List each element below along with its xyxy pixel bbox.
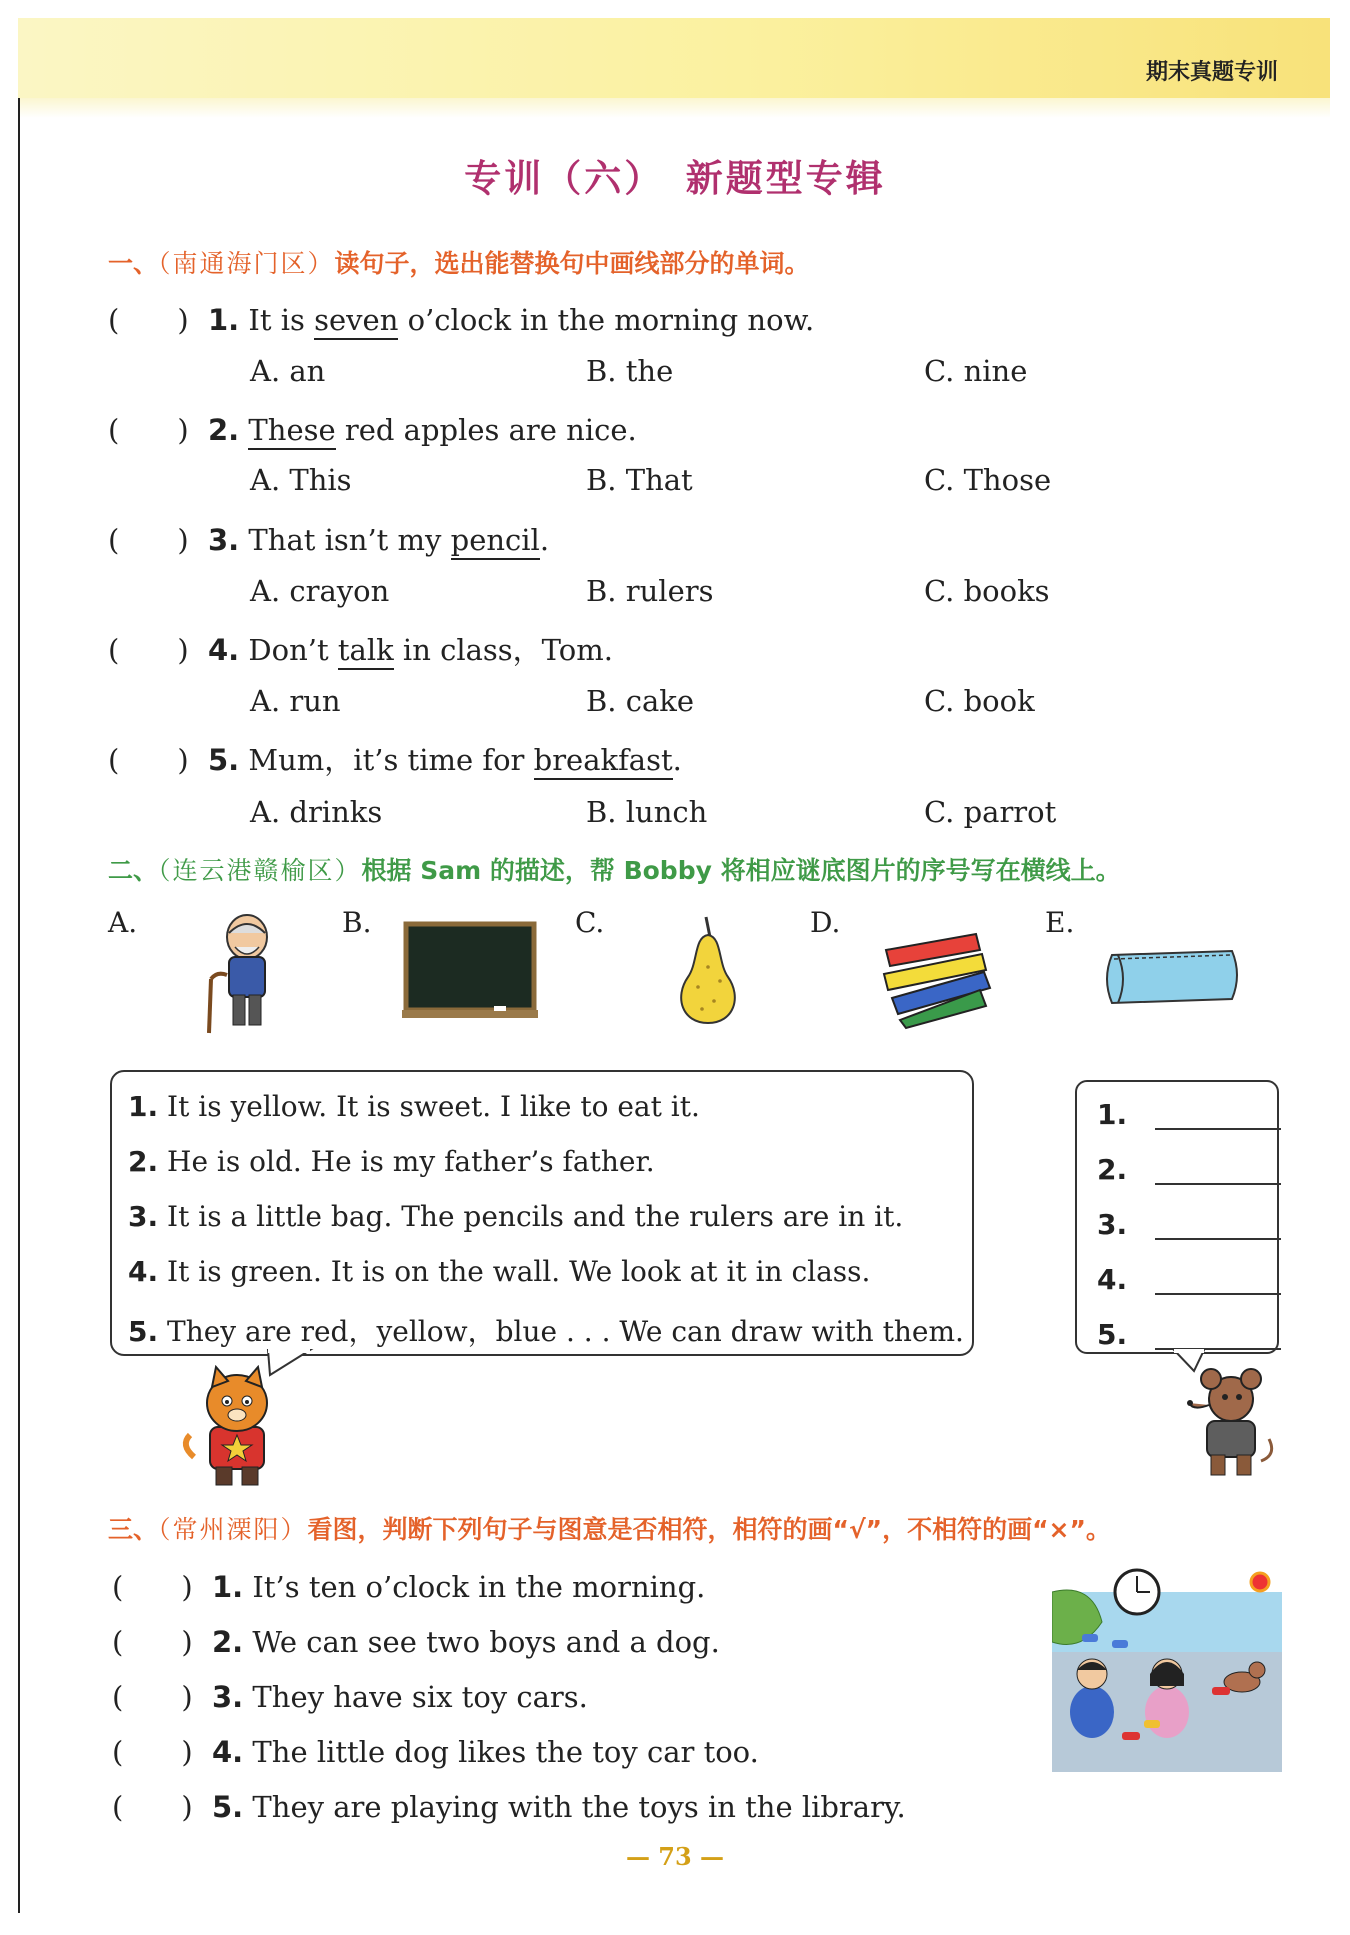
answer-line-2: [1097, 1153, 1127, 1186]
question-text: They are playing with the toys in the library.: [252, 1790, 906, 1824]
answer-paren[interactable]: ( ): [108, 413, 189, 447]
question-number: 1.: [208, 303, 240, 337]
clue-number: 4.: [128, 1255, 159, 1288]
option-c: C. nine: [924, 354, 1028, 388]
section3-instruction: 看图，判断下列句子与图意是否相符，相符的画“√”，不相符的画“×”。: [307, 1515, 1111, 1544]
grandpa-icon: [195, 905, 295, 1035]
option-a: A. This: [250, 463, 352, 497]
sam-cat-icon: [180, 1365, 290, 1490]
s3-question-3: [112, 1675, 588, 1716]
question-text: It is: [248, 303, 315, 337]
answer-paren[interactable]: ( ): [112, 1680, 193, 1714]
answer-paren[interactable]: ( ): [112, 1570, 193, 1604]
question-number: 4.: [208, 633, 240, 667]
clue-sentence-2: [128, 1145, 655, 1178]
clue-sentence-5: [128, 1310, 964, 1350]
s1-question-3: [108, 518, 549, 559]
answer-line-5: [1097, 1318, 1127, 1351]
header-band-fade: [18, 98, 1330, 118]
option-c: C. books: [924, 574, 1050, 608]
page-number: — 73 —: [625, 1842, 725, 1871]
s3-question-2: [112, 1620, 720, 1661]
picture-label-b: B.: [342, 906, 372, 939]
section3-source: （常州溧阳）: [158, 1515, 308, 1544]
answer-paren[interactable]: ( ): [108, 743, 189, 777]
picture-label-c: C.: [575, 906, 605, 939]
s1-question-2: [108, 408, 637, 449]
blackboard-icon: [402, 920, 538, 1022]
option-b: B. rulers: [586, 574, 714, 608]
section3-prefix: 三、: [108, 1515, 159, 1544]
left-margin-rule: [18, 98, 20, 1913]
clue-sentence-3: [128, 1200, 903, 1233]
picture-label-e: E.: [1045, 906, 1075, 939]
clue-text: It is a little bag. The pencils and the rulers are in it.: [167, 1200, 904, 1233]
answer-number: 5.: [1097, 1318, 1128, 1351]
answer-line-1: [1097, 1098, 1127, 1131]
answer-paren[interactable]: ( ): [112, 1735, 193, 1769]
answer-blank[interactable]: [1155, 1128, 1281, 1130]
section2-source: （连云港赣榆区）: [158, 856, 362, 885]
s1-question-4: [108, 628, 613, 669]
question-text: Mum，it’s time for: [248, 743, 534, 777]
question-number: 4.: [212, 1735, 244, 1769]
bobby-answer-box: [1075, 1080, 1279, 1354]
clue-number: 1.: [128, 1090, 159, 1123]
question-text: o’clock in the morning now.: [398, 303, 815, 337]
question-number: 1.: [212, 1570, 244, 1604]
answer-paren[interactable]: ( ): [112, 1790, 193, 1824]
question-number: 3.: [212, 1680, 244, 1714]
clue-number: 2.: [128, 1145, 159, 1178]
underlined-word: pencil: [451, 523, 540, 560]
question-text: We can see two boys and a dog.: [252, 1625, 720, 1659]
clue-text: He is old. He is my father’s father.: [167, 1145, 655, 1178]
answer-blank[interactable]: [1155, 1238, 1281, 1240]
option-a: A. drinks: [250, 795, 383, 829]
clue-number: 3.: [128, 1200, 159, 1233]
answer-paren[interactable]: ( ): [112, 1625, 193, 1659]
bobby-mouse-icon: [1185, 1365, 1275, 1480]
section2-instruction: 根据 Sam 的描述，帮 Bobby 将相应谜底图片的序号写在横线上。: [361, 856, 1121, 885]
picture-label-d: D.: [810, 906, 841, 939]
s1-question-1: [108, 298, 814, 339]
clue-sentence-1: [128, 1090, 700, 1123]
section1-heading: [108, 244, 810, 280]
section1-prefix: 一、: [108, 249, 159, 278]
option-b: B. the: [586, 354, 674, 388]
playground-scene-image: [1052, 1562, 1282, 1772]
question-text: Don’t: [248, 633, 338, 667]
underlined-word: breakfast: [534, 743, 673, 780]
answer-paren[interactable]: ( ): [108, 303, 189, 337]
question-text: The little dog likes the toy car too.: [252, 1735, 759, 1769]
option-c: C. Those: [924, 463, 1052, 497]
page-title: 专训（六） 新题型专辑: [464, 157, 886, 200]
clue-text: It is yellow. It is sweet. I like to eat it.: [167, 1090, 700, 1123]
answer-number: 2.: [1097, 1153, 1128, 1186]
question-number: 5.: [212, 1790, 244, 1824]
answer-number: 4.: [1097, 1263, 1128, 1296]
underlined-word: talk: [338, 633, 394, 670]
sam-speech-bubble: [110, 1070, 974, 1356]
answer-paren[interactable]: ( ): [108, 523, 189, 557]
option-a: A. crayon: [250, 574, 390, 608]
underlined-word: These: [248, 413, 335, 450]
header-label: 期末真题专训: [1145, 60, 1278, 85]
question-number: 5.: [208, 743, 240, 777]
section2-prefix: 二、: [108, 856, 159, 885]
question-text: .: [672, 743, 682, 777]
answer-line-3: [1097, 1208, 1127, 1241]
answer-blank[interactable]: [1155, 1293, 1281, 1295]
answer-line-4: [1097, 1263, 1127, 1296]
question-text: .: [539, 523, 550, 557]
header-band: [18, 18, 1330, 98]
option-c: C. book: [924, 684, 1035, 718]
crayons-icon: [866, 920, 1002, 1030]
section1-source: （南通海门区）: [158, 249, 335, 278]
picture-label-a: A.: [108, 906, 138, 939]
option-b: B. lunch: [586, 795, 708, 829]
answer-paren[interactable]: ( ): [108, 633, 189, 667]
section3-heading: [108, 1510, 1111, 1546]
s1-question-5: [108, 738, 682, 779]
question-text: They have six toy cars.: [252, 1680, 588, 1714]
question-number: 2.: [212, 1625, 244, 1659]
clue-text: They are red，yellow，blue . . . We can draw with them.: [167, 1315, 964, 1348]
clue-sentence-4: [128, 1255, 870, 1288]
option-c: C. parrot: [924, 795, 1057, 829]
option-b: B. cake: [586, 684, 695, 718]
answer-number: 1.: [1097, 1098, 1128, 1131]
section1-instruction: 读句子，选出能替换句中画线部分的单词。: [334, 249, 810, 278]
s3-question-1: [112, 1565, 705, 1606]
s3-question-4: [112, 1730, 759, 1771]
question-number: 2.: [208, 413, 240, 447]
answer-blank[interactable]: [1155, 1183, 1281, 1185]
question-text: red apples are nice.: [335, 413, 637, 447]
pear-icon: [668, 915, 748, 1030]
clue-text: It is green. It is on the wall. We look at it in class.: [167, 1255, 871, 1288]
question-number: 3.: [208, 523, 240, 557]
clue-number: 5.: [128, 1315, 159, 1348]
option-a: A. an: [250, 354, 326, 388]
section2-heading: [108, 851, 1121, 887]
s3-question-5: [112, 1785, 906, 1826]
question-text: It’s ten o’clock in the morning.: [252, 1570, 706, 1604]
underlined-word: seven: [314, 303, 398, 340]
option-b: B. That: [586, 463, 693, 497]
pencil-case-icon: [1100, 945, 1245, 1010]
question-text: in class，Tom.: [393, 633, 613, 667]
question-text: That isn’t my: [248, 523, 451, 557]
option-a: A. run: [250, 684, 341, 718]
answer-number: 3.: [1097, 1208, 1128, 1241]
